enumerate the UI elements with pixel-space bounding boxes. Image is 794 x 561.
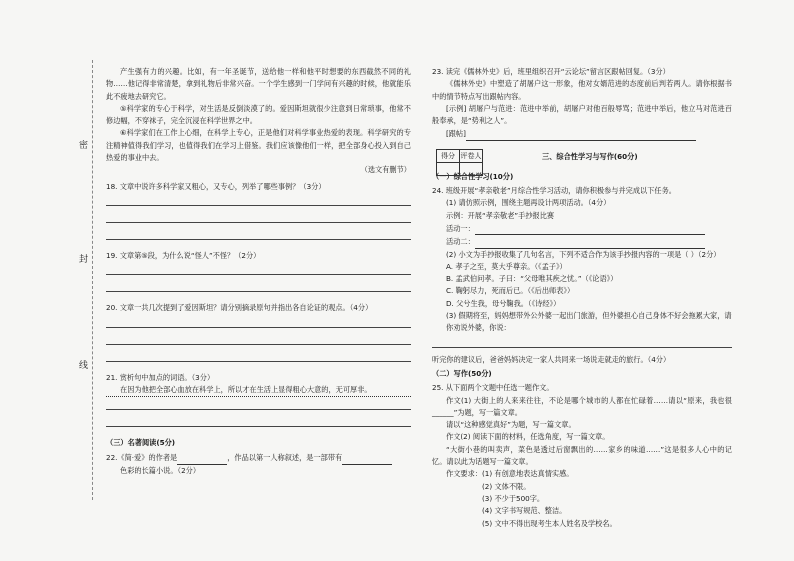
- question-22-tail: 色彩的长篇小说。（2分）: [120, 465, 201, 475]
- question-24-1-example: 示例：开展“孝亲敬老”手抄报比赛: [446, 210, 555, 220]
- right-column: [432, 66, 732, 530]
- option-a: A. 孝子之至，莫大乎尊亲。（《孟子》）: [446, 261, 567, 271]
- question-22: 22.《简·爱》的作者是 ，作品以第一人称叙述，是一部带有: [106, 451, 411, 464]
- score-table: 得分 评卷人: [436, 149, 483, 177]
- requirement-2: (2) 文体不限。: [482, 481, 531, 491]
- passage-source: （选文有删节）: [360, 165, 411, 175]
- question-20: 20. 文章一共几次提到了爱因斯坦？请分别摘录原句并指出各自论证的观点。（4分）: [106, 303, 373, 313]
- question-23-example: [示例] 胡屠户与范进：范进中举前，胡屠户对他百般辱骂；范进中举后，他立马对范进百般奉承，是“势利之人”。: [432, 103, 732, 126]
- answer-area-18[interactable]: [106, 195, 411, 240]
- activity-1: 活动一：: [432, 222, 732, 235]
- sub-b-heading: （二）写作(50分): [432, 368, 492, 378]
- blank-author[interactable]: [177, 451, 227, 464]
- question-24: 24. 班级开展“孝亲敬老”月综合性学习活动，请你积极参与并完成以下任务。: [432, 186, 676, 196]
- answer-area-21[interactable]: [106, 399, 411, 427]
- requirement-3: (3) 不少于500字。: [482, 493, 545, 503]
- fold-line: [92, 60, 93, 500]
- activity-2: 活动二：: [432, 235, 732, 248]
- question-24-3: (3) 假期将至，妈妈想带外公外婆一起出门旅游，但外婆担心自己身体不好会拖累大家，请你劝说外婆，你说：: [446, 311, 732, 333]
- part3-heading: 三、综合性学习与写作(60分): [542, 151, 638, 161]
- question-25: 25. 从下面两个文题中任选一题作文。: [432, 383, 554, 393]
- answer-area-24-3[interactable]: [432, 337, 732, 348]
- section-3-heading: （三）名著阅读(5分): [106, 438, 176, 448]
- margin-mark-xian: 线: [79, 361, 89, 371]
- question-24-3-tail: 听完你的建议后，爸爸妈妈决定一家人共同来一场说走就走的旅行。（4分）: [432, 354, 671, 364]
- writing-1: 作文(1) 大街上的人来来往往，不论是哪个城市的人都在忙碌着……请以“原来，我也很______”为题，写一篇文章。: [432, 395, 732, 417]
- passage-paragraph: 产生强有力的兴趣。比如，有一年圣诞节，送给他一样和他平时想要的东西截然不同的礼物……他记得非常清楚，拿到礼物后非常兴奋。一个学生感到一门学问有兴趣的时候，他就能乐此不疲地去研究它。: [106, 67, 411, 101]
- writing-2-body: “大街小巷的叫卖声，菜色是透过后窗飘出的……家乡的味道……”这是很多人心中的记忆。请以此为话题写一篇文章。: [432, 444, 732, 467]
- question-23: 23. 读完《儒林外史》后，班里组织召开“云论坛”留言区跟帖回复。（3分）: [432, 67, 670, 76]
- question-21-sentence: 在因为他把全部心血放在科学上，所以才在生活上显得粗心大意的，无可厚非。: [106, 384, 411, 397]
- passage-paragraph: ⑤科学家的专心于科学，对生活是反倒淡漠了的。爱因斯坦就很少注意到日常琐事，他常不修边幅，不穿袜子，完全沉浸在科学世界之中。: [106, 103, 411, 126]
- margin-mark-feng: 封: [79, 255, 89, 265]
- answer-area-19[interactable]: [106, 264, 411, 292]
- sub-a-heading: （一）综合性学习(10分): [432, 171, 514, 181]
- option-d: D. 父兮生我，母兮鞠我。（《诗经》）: [446, 298, 561, 308]
- question-24-2: (2) 小文为手抄报收集了几句名言，下列不适合作为该手抄报内容的一项是（ ）（2分）: [446, 249, 721, 259]
- option-b: B. 孟武伯问孝。子曰：“父母唯其疾之忧。”（《论语》）: [446, 274, 618, 284]
- option-c: C. 鞠躬尽力，死而后已。（《后出师表》）: [446, 286, 575, 296]
- requirement-4: (4) 文字书写规范、整洁。: [482, 506, 567, 516]
- passage-paragraph: ⑥科学家们在工作上心细，在科学上专心，正是他们对科学事业热爱的表现。科学研究的专注精神值得我们学习，也值得我们在学习上借鉴。我们应该像他们一样，把全部身心投入到自己热爱的事业中去。: [106, 128, 411, 163]
- reply-blank[interactable]: [466, 127, 696, 140]
- writing-1-title: 请以“这种感觉真好”为题，写一篇文章。: [446, 420, 576, 430]
- answer-area-20[interactable]: [106, 317, 411, 362]
- writing-2: 作文(2) 阅读下面的材料，任选角度，写一篇文章。: [446, 432, 610, 442]
- question-23-reply: [跟帖]: [432, 127, 732, 140]
- question-24-1: (1) 请仿照示例，围绕主题再设计两项活动。（4分）: [446, 198, 611, 208]
- question-21: 21. 赏析句中加点的词语。（3分）: [106, 372, 215, 382]
- question-19: 19. 文章第⑤段，为什么说“怪人”不怪？（2分）: [106, 250, 261, 260]
- activity-1-blank[interactable]: [475, 222, 705, 235]
- question-23-body: 《儒林外史》中塑造了胡屠户这一形象，他对女婿范进的态度前后判若两人。请你根据书中的情节特点写出跟帖内容。: [432, 79, 732, 101]
- left-column: [106, 66, 411, 477]
- requirement-5: (5) 文中不得出现考生本人姓名及学校名。: [482, 518, 617, 528]
- blank-color[interactable]: [342, 451, 392, 464]
- margin-mark-mi: 密: [79, 141, 89, 151]
- requirements-label: 作文要求：(1) 有创意地表达真情实感。: [446, 469, 574, 479]
- question-18: 18. 文章中说许多科学家又粗心，又专心，列举了哪些事例？（3分）: [106, 181, 326, 191]
- activity-2-blank[interactable]: [475, 235, 705, 248]
